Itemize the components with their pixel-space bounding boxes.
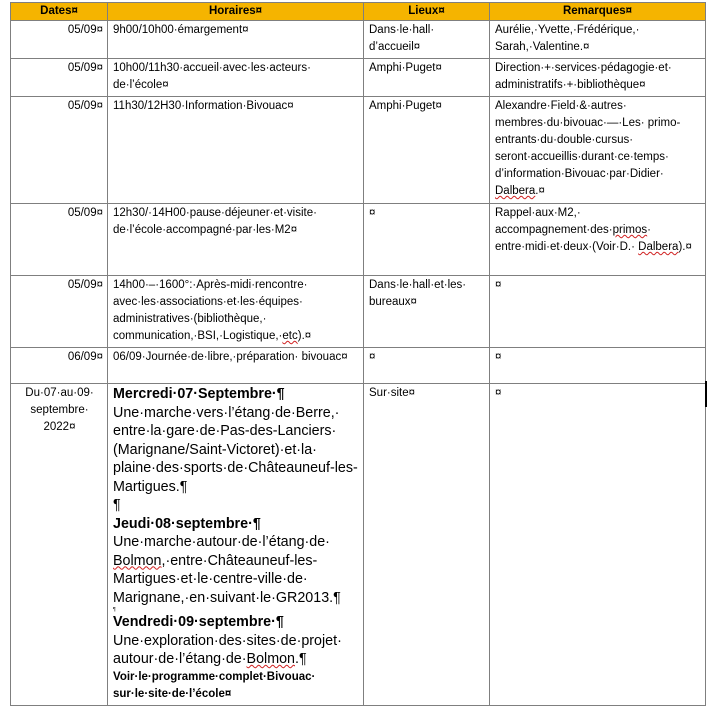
day1-title: Mercredi·07·Septembre·¶ <box>113 386 285 402</box>
lieu-cell: Sur·site¤ <box>364 384 490 706</box>
remarque-cell: ¤ <box>490 348 706 384</box>
horaire-cell: 11h30/12H30·Information·Bivouac¤ <box>108 97 364 204</box>
day2-text: ,·entre·Châteauneuf-les-Martigues·et·le·centre-ville·de· Marignane,·en·suivant·le·GR2013.¶ <box>113 552 341 606</box>
remarque-text: ).¤ <box>678 241 692 253</box>
spell-flagged-word: Dalbera <box>495 185 536 197</box>
date-cell: 05/09¤ <box>11 97 108 204</box>
horaire-text: 14h00·–·1600°:·Après-midi·rencontre· avec·les·associations·et·les·équipes· administratives·(bibliothèque,· communication,·BSI,·Logistique,· <box>113 279 308 342</box>
horaire-cell: 06/09·Journée·de·libre,·préparation· bivouac¤ <box>108 348 364 384</box>
table-row <box>11 348 706 384</box>
day3-text: Une·exploration·des·sites·de·projet· autour·de·l’étang·de· <box>113 632 342 667</box>
lieu-cell: ¤ <box>364 204 490 276</box>
remarque-text: Alexandre·Field·&·autres· membres·du·bivouac·—·Les· primo-entrants·du·double·cursus· seront·accueillis·durant·ce·temps· d’information·Bivouac·par·Didier· <box>495 100 681 180</box>
day1-description: Une·marche·vers·l’étang·de·Berre,· entre·la·gare·de·Pas-des-Lanciers· (Marignane/Saint-Victoret)·et·la· plaine·des·sports·de·Châteauneuf-les-Martigues.¶ <box>113 404 358 495</box>
header-row <box>11 3 706 21</box>
day2-title: Jeudi·08·septembre·¶ <box>113 515 261 532</box>
day2-description <box>113 533 359 607</box>
remarque-text: · entre·midi·et·deux·(Voir·D.· <box>495 224 651 253</box>
horaire-cell <box>108 276 364 348</box>
date-cell: 05/09¤ <box>11 276 108 348</box>
table-row <box>11 97 706 204</box>
table-row <box>11 21 706 59</box>
day3-text: .¶ <box>295 651 307 667</box>
horaire-text: ).¤ <box>297 330 312 342</box>
remarque-cell: Direction·+·services·pédagogie·et· administratifs·+·bibliothèque¤ <box>490 59 706 97</box>
remarque-text: .¤ <box>535 185 545 197</box>
remarque-cell <box>490 204 706 276</box>
header-dates: Dates¤ <box>11 3 108 21</box>
date-cell: 05/09¤ <box>11 59 108 97</box>
spell-flagged-word: Bolmon <box>246 651 296 667</box>
table-row <box>11 384 706 706</box>
schedule-table <box>10 2 706 706</box>
header-horaires: Horaires¤ <box>108 3 364 21</box>
program-cell <box>108 384 364 706</box>
spell-flagged-word: Bolmon <box>113 552 162 569</box>
spell-flagged-word: etc <box>282 330 298 342</box>
table-row <box>11 204 706 276</box>
horaire-cell: 10h00/11h30·accueil·avec·les·acteurs· de·l’école¤ <box>108 59 364 97</box>
spell-flagged-word: primos <box>612 224 648 236</box>
date-cell: 05/09¤ <box>11 21 108 59</box>
remarque-text: Rappel·aux·M2,· accompagnement·des· <box>495 207 613 236</box>
remarque-cell: Aurélie,·Yvette,·Frédérique,· Sarah,·Valentine.¤ <box>490 21 706 59</box>
day3-description <box>113 632 359 669</box>
day3-title: Vendredi·09·septembre·¶ <box>113 614 284 630</box>
date-cell: 05/09¤ <box>11 204 108 276</box>
horaire-cell: 12h30/·14H00·pause·déjeuner·et·visite· de·l’école·accompagné·par·les·M2¤ <box>108 204 364 276</box>
lieu-cell: Dans·le·hall·et·les· bureaux¤ <box>364 276 490 348</box>
program-link-note: Voir·le·programme·complet·Bivouac· sur·le·site·de·l’école¤ <box>113 670 316 700</box>
lieu-cell: Amphi·Puget¤ <box>364 59 490 97</box>
header-remarques: Remarques¤ <box>490 3 706 21</box>
header-lieux: Lieux¤ <box>364 3 490 21</box>
horaire-cell: 9h00/10h00·émargement¤ <box>108 21 364 59</box>
row-end-marker <box>705 381 707 407</box>
remarque-cell: ¤ <box>490 384 706 706</box>
date-cell: 06/09¤ <box>11 348 108 384</box>
date-range-cell: Du·07·au·09· septembre· 2022¤ <box>11 384 108 706</box>
lieu-cell: Amphi·Puget¤ <box>364 97 490 204</box>
day2-text: Une·marche·autour·de·l’étang·de· <box>113 534 330 550</box>
lieu-cell: Dans·le·hall· d’accueil¤ <box>364 21 490 59</box>
pilcrow-line: ¶ <box>113 497 121 513</box>
small-pilcrow-line: ¶ <box>113 607 116 613</box>
remarque-cell: ¤ <box>490 276 706 348</box>
table-row <box>11 59 706 97</box>
remarque-cell <box>490 97 706 204</box>
table-row <box>11 276 706 348</box>
lieu-cell: ¤ <box>364 348 490 384</box>
spell-flagged-word: Dalbera <box>638 241 679 253</box>
